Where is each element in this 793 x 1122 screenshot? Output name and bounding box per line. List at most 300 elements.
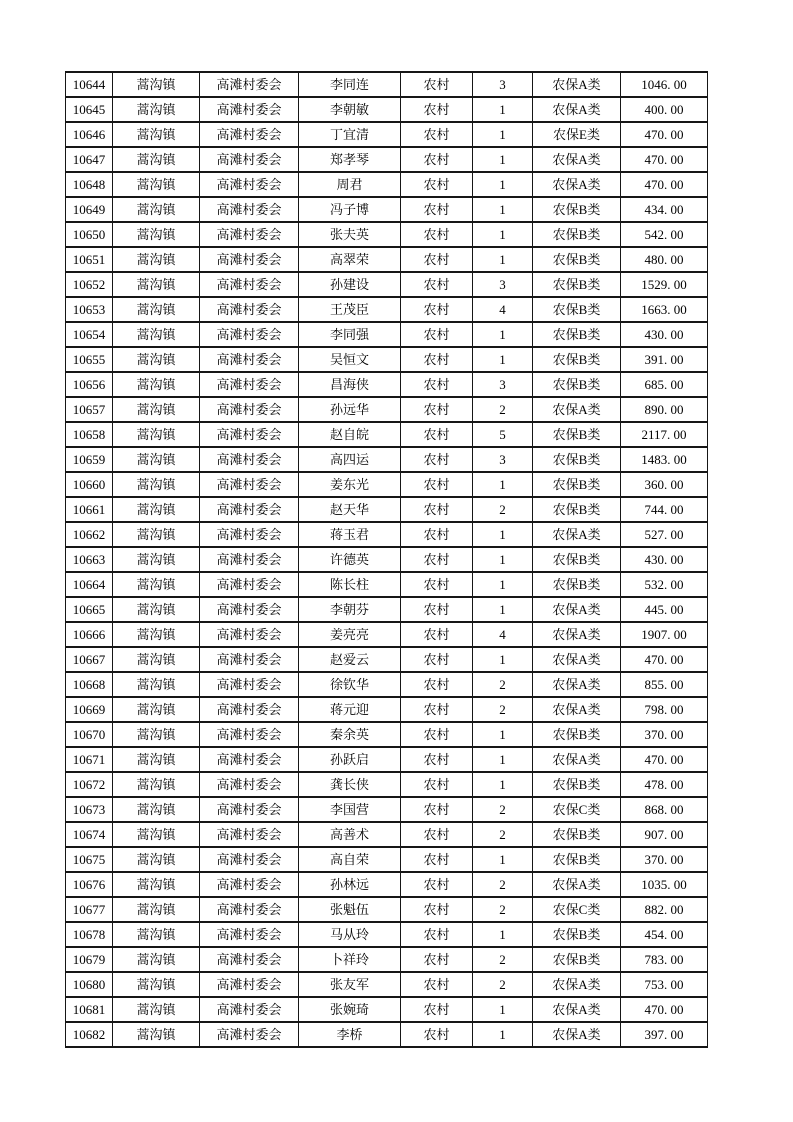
cell-count: 1 <box>473 772 533 797</box>
cell-category: 农保E类 <box>533 122 621 147</box>
cell-residence: 农村 <box>401 397 473 422</box>
table-row <box>66 447 708 472</box>
cell-id: 10663 <box>66 547 113 572</box>
cell-village: 高滩村委会 <box>200 122 299 147</box>
cell-name: 李同强 <box>299 322 401 347</box>
cell-name: 张魁伍 <box>299 897 401 922</box>
cell-category: 农保A类 <box>533 97 621 122</box>
cell-town: 蒿沟镇 <box>113 622 200 647</box>
cell-name: 高善术 <box>299 822 401 847</box>
table-row <box>66 847 708 872</box>
table-row <box>66 672 708 697</box>
cell-town: 蒿沟镇 <box>113 572 200 597</box>
cell-count: 1 <box>473 747 533 772</box>
cell-amount: 527. 00 <box>621 522 708 547</box>
cell-amount: 744. 00 <box>621 497 708 522</box>
cell-count: 1 <box>473 922 533 947</box>
cell-town: 蒿沟镇 <box>113 297 200 322</box>
cell-name: 赵自皖 <box>299 422 401 447</box>
cell-village: 高滩村委会 <box>200 697 299 722</box>
cell-name: 姜东光 <box>299 472 401 497</box>
cell-count: 1 <box>473 522 533 547</box>
cell-amount: 2117. 00 <box>621 422 708 447</box>
cell-village: 高滩村委会 <box>200 997 299 1022</box>
table-row <box>66 347 708 372</box>
cell-residence: 农村 <box>401 747 473 772</box>
cell-count: 2 <box>473 947 533 972</box>
cell-category: 农保A类 <box>533 997 621 1022</box>
cell-town: 蒿沟镇 <box>113 472 200 497</box>
cell-residence: 农村 <box>401 772 473 797</box>
cell-amount: 391. 00 <box>621 347 708 372</box>
cell-village: 高滩村委会 <box>200 497 299 522</box>
cell-town: 蒿沟镇 <box>113 797 200 822</box>
cell-town: 蒿沟镇 <box>113 497 200 522</box>
cell-village: 高滩村委会 <box>200 422 299 447</box>
table-row <box>66 272 708 297</box>
cell-category: 农保C类 <box>533 897 621 922</box>
cell-category: 农保A类 <box>533 522 621 547</box>
cell-count: 1 <box>473 547 533 572</box>
cell-category: 农保B类 <box>533 422 621 447</box>
cell-amount: 685. 00 <box>621 372 708 397</box>
cell-count: 1 <box>473 1022 533 1047</box>
cell-name: 卜祥玲 <box>299 947 401 972</box>
cell-id: 10659 <box>66 447 113 472</box>
cell-name: 徐钦华 <box>299 672 401 697</box>
cell-name: 冯子博 <box>299 197 401 222</box>
cell-town: 蒿沟镇 <box>113 697 200 722</box>
cell-residence: 农村 <box>401 797 473 822</box>
cell-amount: 370. 00 <box>621 722 708 747</box>
cell-count: 1 <box>473 122 533 147</box>
cell-id: 10667 <box>66 647 113 672</box>
cell-residence: 农村 <box>401 647 473 672</box>
cell-count: 1 <box>473 847 533 872</box>
cell-id: 10652 <box>66 272 113 297</box>
cell-residence: 农村 <box>401 72 473 97</box>
cell-count: 4 <box>473 622 533 647</box>
table-row <box>66 922 708 947</box>
cell-village: 高滩村委会 <box>200 797 299 822</box>
cell-id: 10653 <box>66 297 113 322</box>
cell-name: 李同连 <box>299 72 401 97</box>
cell-name: 丁宜清 <box>299 122 401 147</box>
cell-residence: 农村 <box>401 522 473 547</box>
cell-residence: 农村 <box>401 272 473 297</box>
cell-count: 5 <box>473 422 533 447</box>
cell-town: 蒿沟镇 <box>113 272 200 297</box>
table-row <box>66 247 708 272</box>
cell-town: 蒿沟镇 <box>113 772 200 797</box>
cell-count: 2 <box>473 822 533 847</box>
cell-amount: 397. 00 <box>621 1022 708 1047</box>
cell-town: 蒿沟镇 <box>113 947 200 972</box>
cell-id: 10651 <box>66 247 113 272</box>
cell-count: 2 <box>473 872 533 897</box>
cell-count: 2 <box>473 397 533 422</box>
cell-category: 农保B类 <box>533 247 621 272</box>
cell-village: 高滩村委会 <box>200 647 299 672</box>
cell-id: 10678 <box>66 922 113 947</box>
cell-residence: 农村 <box>401 822 473 847</box>
cell-residence: 农村 <box>401 672 473 697</box>
cell-amount: 542. 00 <box>621 222 708 247</box>
cell-category: 农保A类 <box>533 172 621 197</box>
cell-amount: 907. 00 <box>621 822 708 847</box>
cell-amount: 882. 00 <box>621 897 708 922</box>
cell-town: 蒿沟镇 <box>113 347 200 372</box>
cell-town: 蒿沟镇 <box>113 1022 200 1047</box>
cell-village: 高滩村委会 <box>200 572 299 597</box>
cell-id: 10648 <box>66 172 113 197</box>
cell-amount: 370. 00 <box>621 847 708 872</box>
cell-town: 蒿沟镇 <box>113 147 200 172</box>
cell-residence: 农村 <box>401 222 473 247</box>
cell-name: 李朝芬 <box>299 597 401 622</box>
cell-id: 10647 <box>66 147 113 172</box>
cell-town: 蒿沟镇 <box>113 97 200 122</box>
cell-residence: 农村 <box>401 697 473 722</box>
cell-residence: 农村 <box>401 947 473 972</box>
cell-count: 1 <box>473 597 533 622</box>
cell-village: 高滩村委会 <box>200 522 299 547</box>
cell-town: 蒿沟镇 <box>113 872 200 897</box>
cell-category: 农保B类 <box>533 547 621 572</box>
cell-name: 高翠荣 <box>299 247 401 272</box>
cell-category: 农保A类 <box>533 747 621 772</box>
cell-residence: 农村 <box>401 1022 473 1047</box>
cell-category: 农保B类 <box>533 197 621 222</box>
table-row <box>66 622 708 647</box>
cell-town: 蒿沟镇 <box>113 422 200 447</box>
cell-village: 高滩村委会 <box>200 272 299 297</box>
cell-amount: 480. 00 <box>621 247 708 272</box>
cell-village: 高滩村委会 <box>200 897 299 922</box>
cell-town: 蒿沟镇 <box>113 522 200 547</box>
cell-name: 蒋玉君 <box>299 522 401 547</box>
cell-count: 3 <box>473 372 533 397</box>
cell-count: 2 <box>473 797 533 822</box>
cell-village: 高滩村委会 <box>200 747 299 772</box>
cell-amount: 470. 00 <box>621 147 708 172</box>
cell-id: 10674 <box>66 822 113 847</box>
table-row <box>66 772 708 797</box>
cell-count: 3 <box>473 272 533 297</box>
cell-name: 周君 <box>299 172 401 197</box>
cell-amount: 855. 00 <box>621 672 708 697</box>
cell-id: 10649 <box>66 197 113 222</box>
cell-category: 农保B类 <box>533 272 621 297</box>
cell-town: 蒿沟镇 <box>113 672 200 697</box>
cell-residence: 农村 <box>401 622 473 647</box>
cell-residence: 农村 <box>401 172 473 197</box>
cell-residence: 农村 <box>401 97 473 122</box>
cell-amount: 1046. 00 <box>621 72 708 97</box>
cell-residence: 农村 <box>401 922 473 947</box>
cell-amount: 470. 00 <box>621 997 708 1022</box>
cell-amount: 430. 00 <box>621 322 708 347</box>
cell-amount: 430. 00 <box>621 547 708 572</box>
cell-amount: 783. 00 <box>621 947 708 972</box>
cell-amount: 434. 00 <box>621 197 708 222</box>
cell-count: 1 <box>473 247 533 272</box>
cell-category: 农保A类 <box>533 622 621 647</box>
table-row <box>66 422 708 447</box>
cell-village: 高滩村委会 <box>200 772 299 797</box>
cell-id: 10658 <box>66 422 113 447</box>
table-row <box>66 872 708 897</box>
table-row <box>66 997 708 1022</box>
cell-village: 高滩村委会 <box>200 72 299 97</box>
cell-amount: 890. 00 <box>621 397 708 422</box>
cell-id: 10656 <box>66 372 113 397</box>
cell-name: 蒋元迎 <box>299 697 401 722</box>
cell-name: 孙远华 <box>299 397 401 422</box>
cell-count: 1 <box>473 647 533 672</box>
cell-name: 李国营 <box>299 797 401 822</box>
cell-category: 农保A类 <box>533 147 621 172</box>
cell-village: 高滩村委会 <box>200 147 299 172</box>
cell-amount: 532. 00 <box>621 572 708 597</box>
cell-name: 昌海侠 <box>299 372 401 397</box>
cell-name: 李桥 <box>299 1022 401 1047</box>
cell-category: 农保B类 <box>533 847 621 872</box>
cell-id: 10662 <box>66 522 113 547</box>
cell-category: 农保A类 <box>533 1022 621 1047</box>
cell-amount: 868. 00 <box>621 797 708 822</box>
table-row <box>66 197 708 222</box>
cell-category: 农保B类 <box>533 722 621 747</box>
cell-amount: 470. 00 <box>621 647 708 672</box>
cell-amount: 1663. 00 <box>621 297 708 322</box>
cell-town: 蒿沟镇 <box>113 822 200 847</box>
cell-amount: 1035. 00 <box>621 872 708 897</box>
table-row <box>66 397 708 422</box>
cell-residence: 农村 <box>401 547 473 572</box>
cell-residence: 农村 <box>401 147 473 172</box>
cell-residence: 农村 <box>401 572 473 597</box>
cell-name: 孙林远 <box>299 872 401 897</box>
cell-category: 农保A类 <box>533 672 621 697</box>
cell-id: 10669 <box>66 697 113 722</box>
cell-count: 1 <box>473 97 533 122</box>
cell-town: 蒿沟镇 <box>113 547 200 572</box>
cell-town: 蒿沟镇 <box>113 972 200 997</box>
cell-count: 1 <box>473 472 533 497</box>
cell-village: 高滩村委会 <box>200 622 299 647</box>
cell-id: 10644 <box>66 72 113 97</box>
cell-id: 10677 <box>66 897 113 922</box>
cell-village: 高滩村委会 <box>200 672 299 697</box>
table-row <box>66 897 708 922</box>
cell-count: 4 <box>473 297 533 322</box>
cell-village: 高滩村委会 <box>200 847 299 872</box>
cell-village: 高滩村委会 <box>200 597 299 622</box>
cell-count: 1 <box>473 172 533 197</box>
cell-town: 蒿沟镇 <box>113 747 200 772</box>
cell-id: 10654 <box>66 322 113 347</box>
cell-name: 赵天华 <box>299 497 401 522</box>
cell-category: 农保B类 <box>533 572 621 597</box>
cell-id: 10666 <box>66 622 113 647</box>
cell-name: 孙跃启 <box>299 747 401 772</box>
table-row <box>66 172 708 197</box>
cell-name: 马从玲 <box>299 922 401 947</box>
table-row <box>66 122 708 147</box>
cell-village: 高滩村委会 <box>200 372 299 397</box>
cell-category: 农保B类 <box>533 947 621 972</box>
cell-category: 农保A类 <box>533 597 621 622</box>
cell-category: 农保C类 <box>533 797 621 822</box>
cell-town: 蒿沟镇 <box>113 172 200 197</box>
cell-town: 蒿沟镇 <box>113 722 200 747</box>
table-body <box>66 72 708 1047</box>
cell-id: 10645 <box>66 97 113 122</box>
cell-category: 农保B类 <box>533 472 621 497</box>
cell-village: 高滩村委会 <box>200 397 299 422</box>
cell-name: 吴恒文 <box>299 347 401 372</box>
cell-id: 10650 <box>66 222 113 247</box>
cell-village: 高滩村委会 <box>200 947 299 972</box>
cell-category: 农保A类 <box>533 647 621 672</box>
cell-count: 1 <box>473 347 533 372</box>
cell-category: 农保B类 <box>533 322 621 347</box>
cell-village: 高滩村委会 <box>200 222 299 247</box>
cell-residence: 农村 <box>401 872 473 897</box>
cell-category: 农保B类 <box>533 772 621 797</box>
cell-count: 1 <box>473 147 533 172</box>
cell-id: 10673 <box>66 797 113 822</box>
cell-village: 高滩村委会 <box>200 347 299 372</box>
cell-name: 张婉琦 <box>299 997 401 1022</box>
records-table <box>65 71 708 1048</box>
cell-town: 蒿沟镇 <box>113 197 200 222</box>
cell-amount: 798. 00 <box>621 697 708 722</box>
cell-town: 蒿沟镇 <box>113 72 200 97</box>
cell-town: 蒿沟镇 <box>113 322 200 347</box>
cell-id: 10681 <box>66 997 113 1022</box>
cell-residence: 农村 <box>401 122 473 147</box>
cell-village: 高滩村委会 <box>200 297 299 322</box>
cell-id: 10655 <box>66 347 113 372</box>
table-row <box>66 372 708 397</box>
cell-count: 1 <box>473 722 533 747</box>
cell-residence: 农村 <box>401 597 473 622</box>
table-row <box>66 822 708 847</box>
table-row <box>66 547 708 572</box>
cell-town: 蒿沟镇 <box>113 997 200 1022</box>
cell-id: 10670 <box>66 722 113 747</box>
cell-name: 陈长柱 <box>299 572 401 597</box>
cell-residence: 农村 <box>401 197 473 222</box>
cell-residence: 农村 <box>401 972 473 997</box>
cell-category: 农保B类 <box>533 447 621 472</box>
cell-id: 10661 <box>66 497 113 522</box>
table-row <box>66 972 708 997</box>
cell-category: 农保B类 <box>533 347 621 372</box>
cell-residence: 农村 <box>401 247 473 272</box>
cell-village: 高滩村委会 <box>200 97 299 122</box>
cell-amount: 753. 00 <box>621 972 708 997</box>
cell-id: 10668 <box>66 672 113 697</box>
table-row <box>66 322 708 347</box>
cell-village: 高滩村委会 <box>200 322 299 347</box>
cell-category: 农保A类 <box>533 872 621 897</box>
cell-count: 3 <box>473 447 533 472</box>
cell-amount: 445. 00 <box>621 597 708 622</box>
cell-residence: 农村 <box>401 472 473 497</box>
cell-name: 王茂臣 <box>299 297 401 322</box>
cell-id: 10676 <box>66 872 113 897</box>
cell-town: 蒿沟镇 <box>113 897 200 922</box>
cell-village: 高滩村委会 <box>200 872 299 897</box>
cell-amount: 478. 00 <box>621 772 708 797</box>
cell-residence: 农村 <box>401 372 473 397</box>
cell-count: 1 <box>473 322 533 347</box>
cell-name: 赵爱云 <box>299 647 401 672</box>
cell-residence: 农村 <box>401 997 473 1022</box>
cell-id: 10665 <box>66 597 113 622</box>
table-row <box>66 297 708 322</box>
cell-category: 农保A类 <box>533 397 621 422</box>
cell-name: 张夫英 <box>299 222 401 247</box>
cell-count: 2 <box>473 972 533 997</box>
cell-name: 李朝敏 <box>299 97 401 122</box>
cell-count: 2 <box>473 897 533 922</box>
cell-category: 农保B类 <box>533 497 621 522</box>
cell-name: 孙建设 <box>299 272 401 297</box>
cell-amount: 470. 00 <box>621 172 708 197</box>
table-row <box>66 472 708 497</box>
table-row <box>66 522 708 547</box>
cell-village: 高滩村委会 <box>200 172 299 197</box>
cell-residence: 农村 <box>401 847 473 872</box>
cell-name: 龚长侠 <box>299 772 401 797</box>
cell-name: 郑孝琴 <box>299 147 401 172</box>
table-row <box>66 97 708 122</box>
cell-count: 1 <box>473 572 533 597</box>
cell-village: 高滩村委会 <box>200 922 299 947</box>
table-row <box>66 647 708 672</box>
cell-id: 10679 <box>66 947 113 972</box>
cell-amount: 470. 00 <box>621 122 708 147</box>
cell-name: 许德英 <box>299 547 401 572</box>
cell-id: 10646 <box>66 122 113 147</box>
cell-village: 高滩村委会 <box>200 247 299 272</box>
cell-amount: 400. 00 <box>621 97 708 122</box>
table-row <box>66 222 708 247</box>
cell-residence: 农村 <box>401 297 473 322</box>
cell-name: 高四运 <box>299 447 401 472</box>
cell-village: 高滩村委会 <box>200 1022 299 1047</box>
cell-town: 蒿沟镇 <box>113 447 200 472</box>
table-row <box>66 72 708 97</box>
cell-town: 蒿沟镇 <box>113 597 200 622</box>
cell-amount: 1483. 00 <box>621 447 708 472</box>
cell-town: 蒿沟镇 <box>113 922 200 947</box>
cell-village: 高滩村委会 <box>200 822 299 847</box>
cell-village: 高滩村委会 <box>200 547 299 572</box>
cell-amount: 1907. 00 <box>621 622 708 647</box>
cell-town: 蒿沟镇 <box>113 647 200 672</box>
cell-village: 高滩村委会 <box>200 197 299 222</box>
cell-category: 农保B类 <box>533 822 621 847</box>
cell-residence: 农村 <box>401 497 473 522</box>
cell-residence: 农村 <box>401 347 473 372</box>
cell-category: 农保A类 <box>533 72 621 97</box>
cell-category: 农保A类 <box>533 972 621 997</box>
